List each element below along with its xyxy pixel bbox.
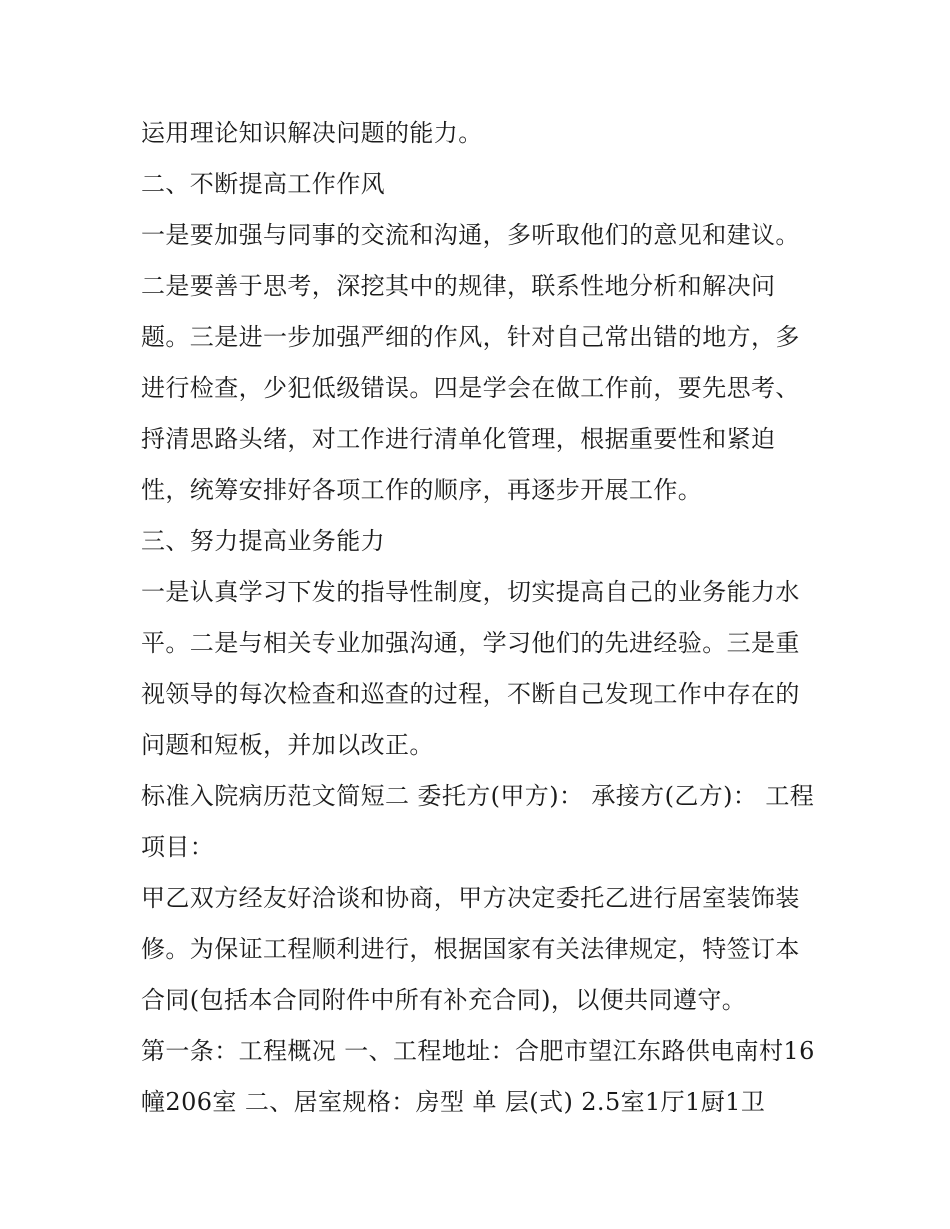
paragraph-article-one: 第一条：工程概况 一、工程地址：合肥市望江东路供电南村16幢206室 二、居室规格：房型 单 层(式) 2.5室1厅1厨1卫: [141, 1037, 815, 1116]
section-heading-business-ability: 三、努力提高业务能力: [141, 527, 385, 555]
document-body: [141, 108, 821, 1128]
paragraph-work-style: 一是要加强与同事的交流和沟通，多听取他们的意见和建议。二是要善于思考，深挖其中的规律，联系性地分析和解决问题。三是进一步加强严细的作风，针对自己常出错的地方，多进行检查，少犯低级错误。四是学会在做工作前，要先思考、捋清思路头绪，对工作进行清单化管理，根据重要性和紧迫性，统筹安排好各项工作的顺序，再逐步开展工作。: [141, 221, 800, 504]
paragraph-contract-intro: 甲乙双方经友好洽谈和协商，甲方决定委托乙进行居室装饰装修。为保证工程顺利进行，根据国家有关法律规定，特签订本合同(包括本合同附件中所有补充合同)，以便共同遵守。: [141, 884, 800, 1014]
section-heading-work-style: 二、不断提高工作作风: [141, 170, 385, 198]
contract-header: 标准入院病历范文简短二 委托方(甲方)： 承接方(乙方)： 工程项目：: [141, 782, 815, 861]
paragraph-continuation: 运用理论知识解决问题的能力。: [141, 119, 483, 147]
paragraph-business-ability: 一是认真学习下发的指导性制度，切实提高自己的业务能力水平。二是与相关专业加强沟通，学习他们的先进经验。三是重视领导的每次检查和巡查的过程，不断自己发现工作中存在的问题和短板，并加以改正。: [141, 578, 800, 759]
